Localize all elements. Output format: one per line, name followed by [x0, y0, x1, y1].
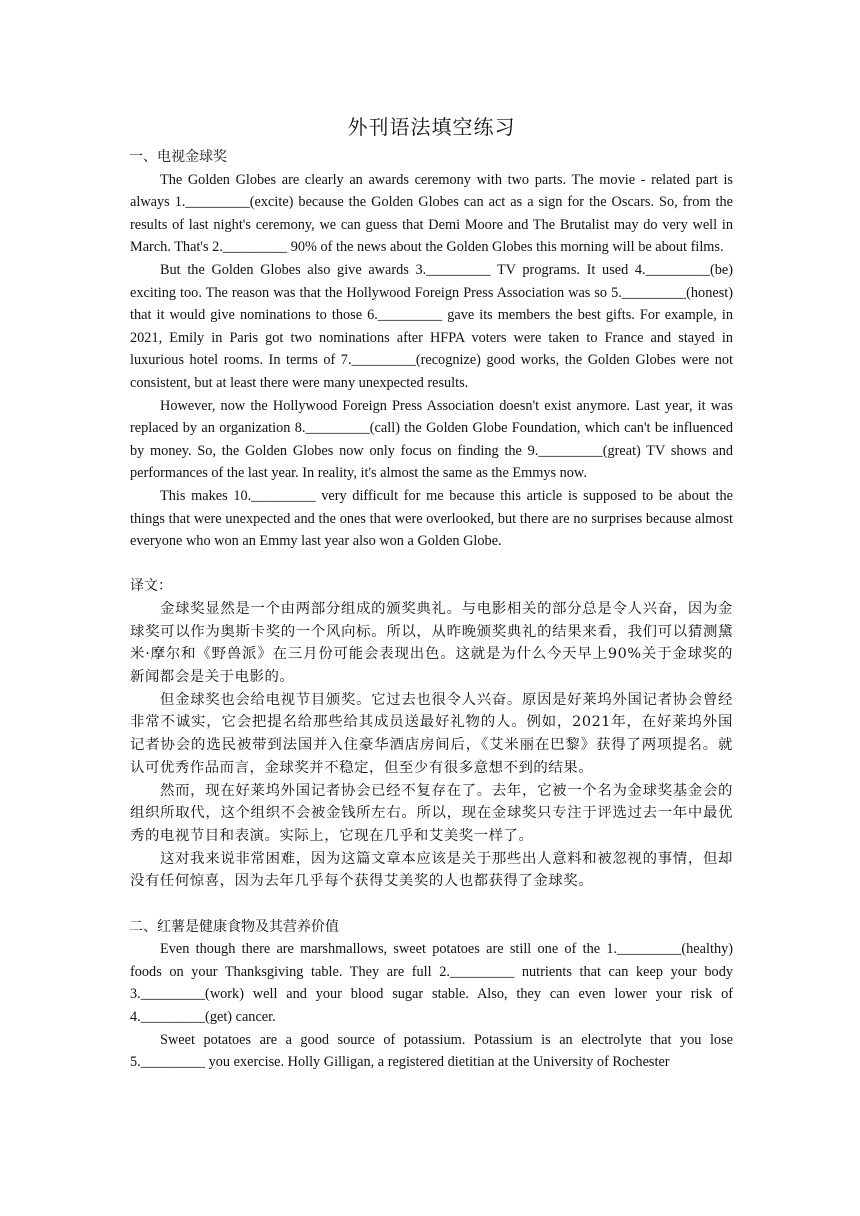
- page-title: 外刊语法填空练习: [347, 115, 516, 139]
- translation-paragraph-4: 这对我来说非常困难，因为这篇文章本应该是关于那些出人意料和被忽视的事情，但却没有任何惊喜，因为去年几乎每个获得艾美奖的人也都获得了金球奖。: [130, 850, 733, 890]
- translation-label: 译文：: [130, 578, 172, 595]
- blank-line: [130, 553, 733, 576]
- blank-line: [130, 893, 733, 916]
- translation-paragraph-3: 然而，现在好莱坞外国记者协会已经不复存在了。去年，它被一个名为金球奖基金会的组织所取代，这个组织不会被金钱所左右。所以，现在金球奖只专注于评选过去一年中最优秀的电视节目和表演。实际上，它现在几乎和艾美奖一样了。: [130, 782, 733, 844]
- section-1-paragraph-1: The Golden Globes are clearly an awards ceremony with two parts. The movie - related part is always 1._________(excite) because the Golden Globes can act as a sign for the Oscars. So, from the results of last night's ceremony, we can guess that Demi Moore and The Brutalist may do very well in March. That's 2._________ 90% of the news about the Golden Globes this morning will be about films.: [130, 171, 733, 256]
- section-1-heading: 一、电视金球奖: [129, 149, 227, 165]
- section-2-paragraph-2: Sweet potatoes are a good source of potassium. Potassium is an electrolyte that you lose 5._________ you exercise. Holly Gilligan, a registered dietitian at the University of Rochester: [130, 1031, 733, 1071]
- translation-paragraph-1: 金球奖显然是一个由两部分组成的颁奖典礼。与电影相关的部分总是令人兴奋，因为金球奖可以作为奥斯卡奖的一个风向标。所以，从昨晚颁奖典礼的结果来看，我们可以猜测黛米·摩尔和《野兽派》在三月份可能会表现出色。这就是为什么今天早上90%关于金球奖的新闻都会是关于电影的。: [130, 600, 733, 685]
- section-2-heading: 二、红薯是健康食物及其营养价值: [129, 918, 339, 935]
- section-1-paragraph-3: However, now the Hollywood Foreign Press Association doesn't exist anymore. Last year, it was replaced by an organization 8._________(call) the Golden Globe Foundation, which can't be influenced by money. So, the Golden Globes now only focus on finding the 9._________(great) TV shows and performances of the last year. In reality, it's almost the same as the Emmys now.: [130, 397, 733, 482]
- translation-paragraph-2: 但金球奖也会给电视节目颁奖。它过去也很令人兴奋。原因是好莱坞外国记者协会曾经非常不诚实，它会把提名给那些给其成员送最好礼物的人。例如，2021年，在好莱坞外国记者协会的选民被带到法国并入住豪华酒店房间后，《艾米丽在巴黎》获得了两项提名。就认可优秀作品而言，金球奖并不稳定，但至少有很多意想不到的结果。: [130, 691, 733, 776]
- document-page: [130, 112, 733, 1074]
- section-1-paragraph-2: But the Golden Globes also give awards 3._________ TV programs. It used 4._________(be) exciting too. The reason was that the Hollywood Foreign Press Association was so 5._________(honest) that it would give nominations to those 6._________ gave its members the best gifts. For example, in 2021, Emily in Paris got two nominations after HFPA voters were taken to France and stayed in luxurious hotel rooms. In terms of 7._________(recognize) good works, the Golden Globes were not consistent, but at least there were many unexpected results.: [130, 261, 733, 391]
- section-1-paragraph-4: This makes 10._________ very difficult for me because this article is supposed to be about the things that were unexpected and the ones that were overlooked, but there are no surprises because almost everyone who won an Emmy last year also won a Golden Globe.: [130, 487, 733, 550]
- section-2-paragraph-1: Even though there are marshmallows, sweet potatoes are still one of the 1._________(healthy) foods on your Thanksgiving table. They are full 2._________ nutrients that can keep your body 3._________(work) well and your blood sugar stable. Also, they can even lower your risk of 4._________(get) cancer.: [130, 941, 733, 1025]
